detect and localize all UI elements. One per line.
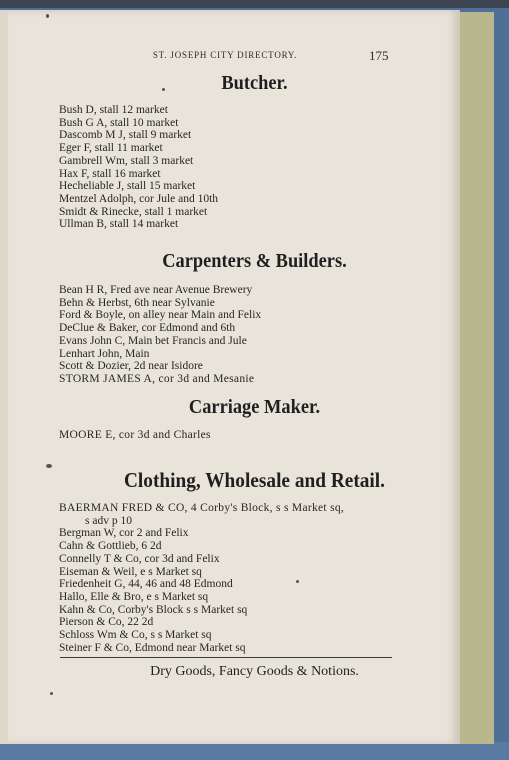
list-item: Kahn & Co, Corby's Block s s Market sq: [59, 603, 248, 616]
clothing-listing: [59, 502, 344, 654]
list-item: Schloss Wm & Co, s s Market sq: [59, 629, 212, 642]
section-heading-butcher: Butcher.: [221, 72, 288, 94]
list-item: Scott & Dozier, 2d near Isidore: [59, 360, 203, 373]
carpenters-listing: [59, 284, 261, 386]
page-number: 175: [369, 48, 389, 63]
ink-speck: [162, 88, 165, 91]
list-item: Pierson & Co, 22 2d: [59, 616, 154, 629]
ink-speck: [296, 580, 299, 583]
list-item: DeClue & Baker, cor Edmond and 6th: [59, 322, 236, 335]
list-item: Bush D, stall 12 market: [59, 104, 168, 116]
list-item: Steiner F & Co, Edmond near Market sq: [59, 641, 246, 654]
list-item: Cahn & Gottlieb, 6 2d: [59, 540, 162, 553]
section-heading-carriage-maker: Carriage Maker.: [188, 396, 321, 418]
list-item: s adv p 10: [85, 514, 132, 527]
list-item: Evans John C, Main bet Francis and Jule: [59, 334, 247, 347]
list-item: Eiseman & Weil, e s Market sq: [59, 565, 202, 578]
list-item: Friedenheit G, 44, 46 and 48 Edmond: [59, 578, 233, 591]
ink-speck: [46, 14, 49, 18]
list-item: Ullman B, stall 14 market: [59, 218, 179, 231]
list-item: MOORE E, cor 3d and Charles: [59, 429, 211, 441]
list-item: Hecheliable J, stall 15 market: [59, 180, 196, 193]
list-item: Hallo, Elle & Bro, e s Market sq: [59, 590, 209, 603]
page-edge-strip: [457, 12, 494, 744]
book-cover-bottom: [0, 742, 509, 760]
list-item: Dascomb M J, stall 9 market: [59, 129, 192, 142]
ink-speck: [46, 464, 52, 468]
list-item: Ford & Boyle, on alley near Main and Felix: [59, 309, 262, 322]
list-item: Bush G A, stall 10 market: [59, 116, 179, 129]
list-item: BAERMAN FRED & CO, 4 Corby's Block, s s Market sq,: [59, 502, 345, 514]
list-item: Hax F, stall 16 market: [59, 167, 161, 180]
list-item: Eger F, stall 11 market: [59, 142, 163, 155]
section-heading-carpenters: Carpenters & Builders.: [162, 250, 347, 272]
list-item: Gambrell Wm, stall 3 market: [59, 154, 194, 167]
butcher-listing: [59, 104, 218, 231]
list-item: Behn & Herbst, 6th near Sylvanie: [59, 296, 215, 309]
footer-rule: [60, 657, 392, 658]
list-item: Lenhart John, Main: [59, 347, 150, 360]
running-head: ST. JOSEPH CITY DIRECTORY.: [152, 50, 298, 60]
list-item: Mentzel Adolph, cor Jule and 10th: [59, 192, 219, 205]
carriage-maker-listing: [59, 429, 211, 442]
list-item: STORM JAMES A, cor 3d and Mesanie: [59, 372, 255, 385]
book-top-edge: [0, 0, 509, 8]
list-item: Connelly T & Co, cor 3d and Felix: [59, 552, 220, 565]
list-item: Bergman W, cor 2 and Felix: [59, 527, 189, 540]
list-item: Smidt & Rinecke, stall 1 market: [59, 205, 208, 218]
list-item: Bean H R, Fred ave near Avenue Brewery: [59, 284, 253, 296]
footer-text: Dry Goods, Fancy Goods & Notions.: [150, 664, 359, 679]
ink-speck: [50, 692, 53, 695]
section-heading-clothing: Clothing, Wholesale and Retail.: [123, 468, 386, 492]
